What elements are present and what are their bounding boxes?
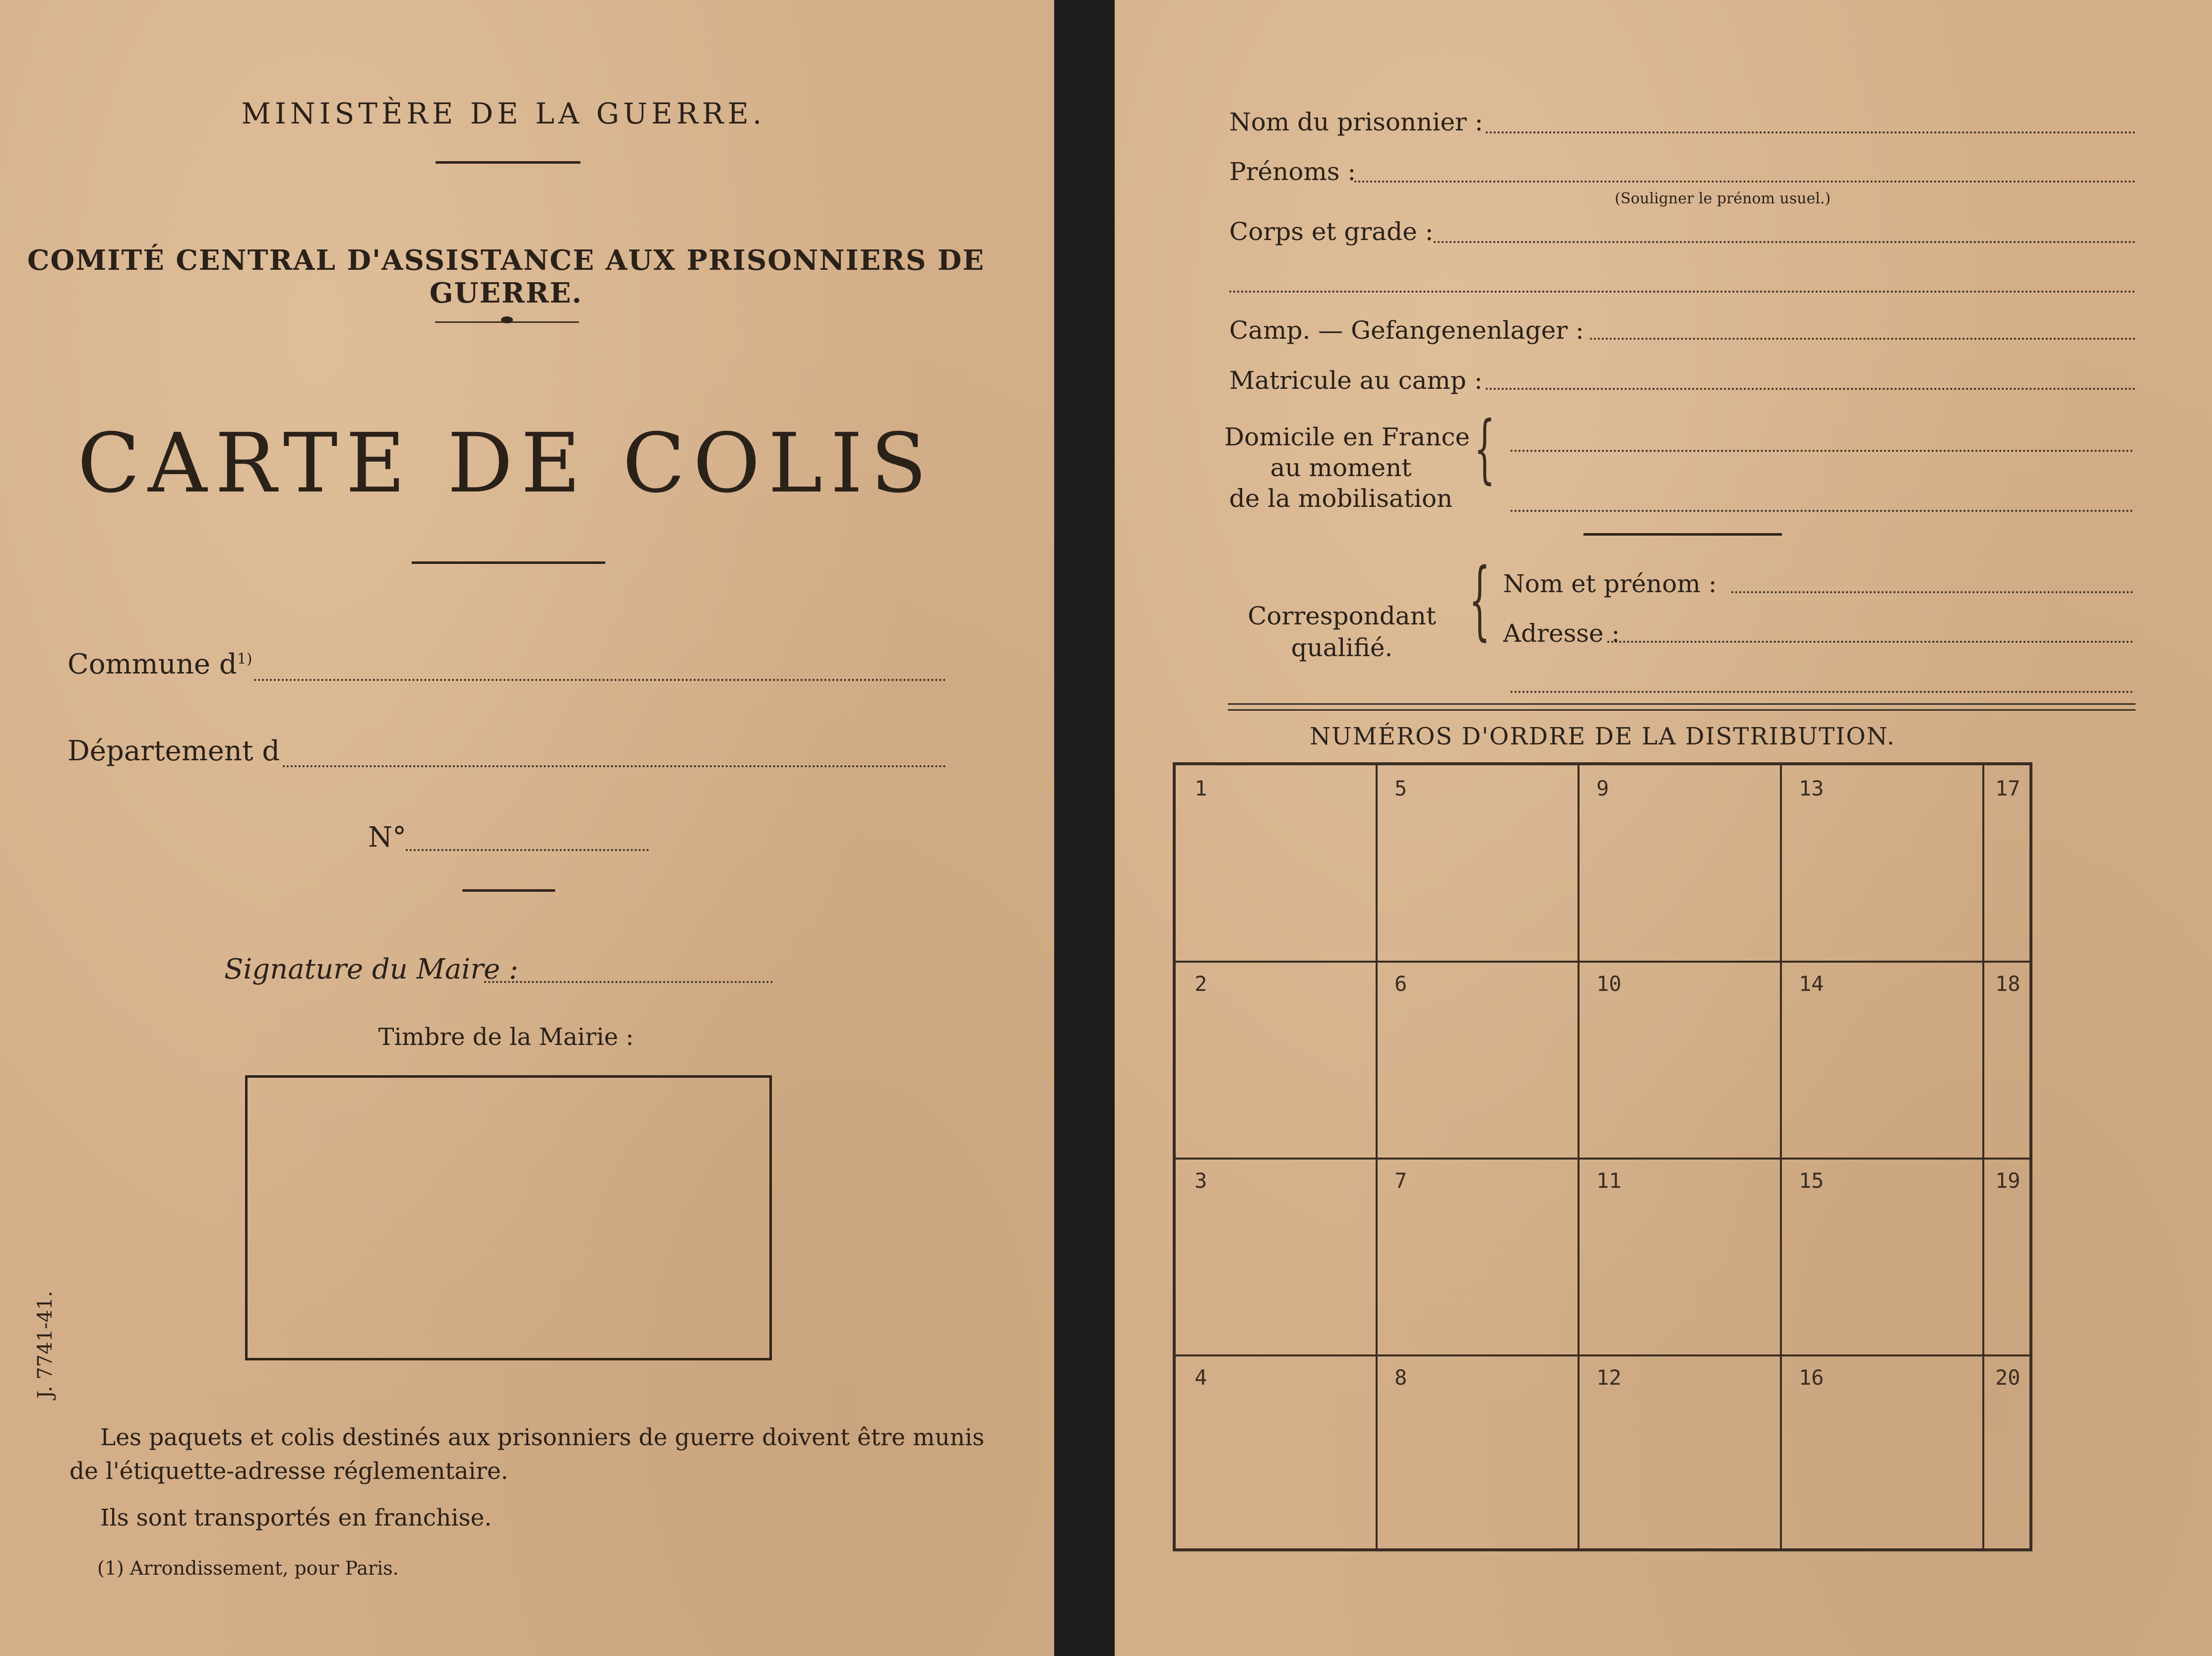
grid-cell[interactable] [1780,1354,1982,1551]
nom-label: Nom du prisonnier : [1229,108,1483,136]
grid-cell[interactable] [1176,1354,1376,1551]
corr-adresse-field[interactable] [1607,641,2133,643]
grid-cell[interactable] [1376,765,1578,961]
grid-number: 10 [1596,972,1622,996]
corr-adresse-field-2[interactable] [1511,691,2133,693]
prenoms-hint: (Souligner le prénom usuel.) [1615,190,1831,207]
divider [462,889,555,892]
grid-cell[interactable] [1982,1158,2032,1354]
grid-cell[interactable] [1578,961,1780,1158]
commune-label: Commune $d^{1)}$ [67,648,253,680]
grid-cell[interactable] [1780,765,1982,961]
grid-number: 7 [1394,1168,1407,1193]
domicile-brace: { [1474,406,1496,492]
prenoms-field[interactable] [1354,181,2136,183]
numero-field[interactable] [406,849,649,851]
grid-cell[interactable] [1982,1354,2032,1551]
grid-number: 13 [1799,776,1824,800]
notice-line-2: de l'étiquette-adresse réglementaire. [69,1458,508,1485]
grid-number: 8 [1394,1365,1407,1390]
grid-number: 2 [1195,972,1207,996]
grid-number: 9 [1596,776,1609,800]
domicile-label-line-2: au moment [1270,453,1412,482]
grid-cell[interactable] [1176,765,1376,961]
corr-nom-label: Nom et prénom : [1503,569,1717,598]
correspondant-label-line-1: Correspondant [1248,602,1436,630]
stamp-box [245,1075,772,1360]
grid-cell[interactable] [1376,961,1578,1158]
grid-number: 12 [1596,1365,1622,1390]
grid-number: 3 [1195,1168,1207,1193]
print-code: J. 7741-41. [34,1290,57,1399]
distribution-grid [1173,762,2032,1551]
divider [436,161,580,164]
correspondant-label [1240,600,1444,664]
departement-label: Département d [67,735,280,767]
grid-cell[interactable] [1982,765,2032,961]
grid-number: 11 [1596,1168,1622,1193]
grid-cell[interactable] [1578,765,1780,961]
grid-number: 16 [1799,1365,1824,1390]
grid-cell[interactable] [1578,1354,1780,1551]
grid-cell[interactable] [1176,961,1376,1158]
corps-field-line-2[interactable] [1229,291,2136,293]
correspondant-brace: { [1469,550,1491,650]
camp-field[interactable] [1590,338,2136,340]
grid-number: 18 [1995,972,2021,996]
grid-cell[interactable] [1780,1158,1982,1354]
grid-cell[interactable] [1176,1158,1376,1354]
commune-field[interactable] [254,679,946,681]
domicile-field-1[interactable] [1511,450,2133,452]
notice-line-1: Les paquets et colis destinés aux prisonniers de guerre doivent être munis [100,1424,985,1451]
grid-number: 17 [1995,776,2021,800]
prenoms-label: Prénoms : [1229,157,1356,186]
nom-field[interactable] [1486,131,2136,133]
corps-label: Corps et grade : [1229,217,1434,246]
double-rule-top [1228,703,2136,705]
signature-field[interactable] [484,981,773,983]
grid-number: 14 [1799,972,1824,996]
divider [1583,533,1782,536]
corps-field[interactable] [1434,241,2136,243]
stamp-label: Timbre de la Mairie : [378,1023,634,1051]
signature-label: Signature du Maire : [224,953,518,985]
grid-number: 20 [1995,1365,2021,1390]
domicile-label [1224,422,1470,514]
domicile-field-2[interactable] [1511,510,2133,512]
grid-cell[interactable] [1376,1158,1578,1354]
footnote: (1) Arrondissement, pour Paris. [97,1557,399,1579]
correspondant-label-line-2: qualifié. [1291,633,1393,662]
ministry-heading: MINISTÈRE DE LA GUERRE. [241,97,766,130]
parcel-card-front [0,0,1054,1656]
grid-number: 19 [1995,1168,2021,1193]
matricule-label: Matricule au camp : [1229,366,1483,395]
notice-line-3: Ils sont transportés en franchise. [100,1504,492,1532]
grid-number: 15 [1799,1168,1824,1193]
grid-number: 6 [1394,972,1407,996]
grid-cell[interactable] [1578,1158,1780,1354]
matricule-field[interactable] [1486,388,2136,390]
numero-label: N° [368,821,406,854]
domicile-label-line-3: de la mobilisation [1229,484,1453,513]
ornament-dot [501,316,513,323]
departement-field[interactable] [283,765,946,767]
camp-label: Camp. — Gefangenenlager : [1229,316,1584,345]
grid-cell[interactable] [1376,1354,1578,1551]
grid-cell[interactable] [1780,961,1982,1158]
corr-nom-field[interactable] [1731,591,2133,593]
corr-adresse-label: Adresse : [1503,619,1620,648]
grid-number: 4 [1195,1365,1207,1390]
committee-heading: COMITÉ CENTRAL D'ASSISTANCE AUX PRISONNIERS DE GUERRE. [27,244,985,309]
distribution-heading: NUMÉROS D'ORDRE DE LA DISTRIBUTION. [1310,723,1896,750]
grid-number: 1 [1195,776,1207,800]
grid-cell[interactable] [1982,961,2032,1158]
double-rule-bottom [1228,709,2136,711]
card-title: CARTE DE COLIS [77,416,935,511]
domicile-label-line-1: Domicile en France [1224,423,1470,451]
divider [412,561,605,564]
grid-number: 5 [1394,776,1407,800]
